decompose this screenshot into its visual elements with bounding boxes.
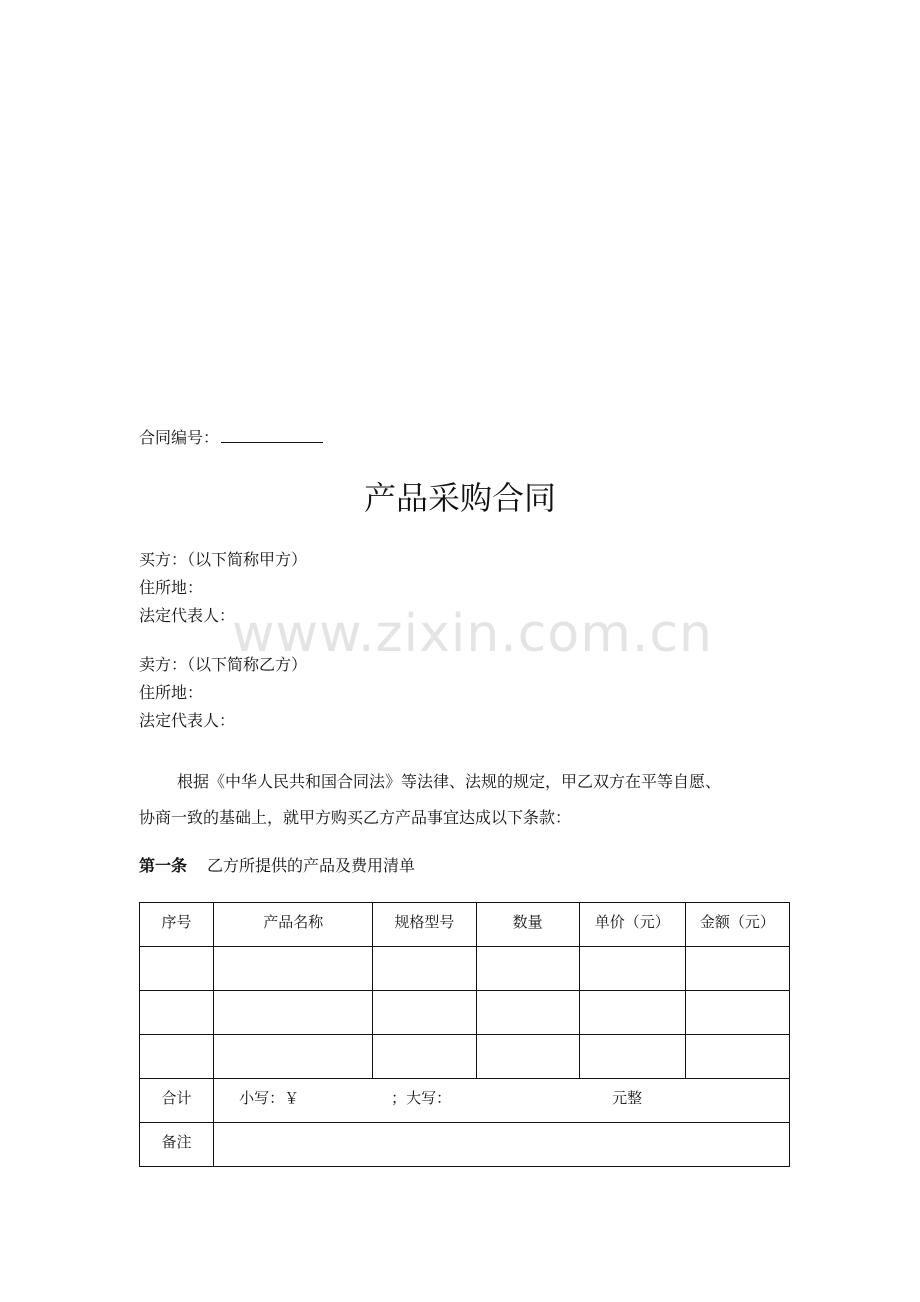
table-header-row xyxy=(140,903,790,947)
buyer-representative: 法定代表人： xyxy=(139,606,236,625)
table-cell[interactable] xyxy=(373,1035,476,1079)
watermark: www.zixin.com.cn xyxy=(232,604,713,664)
total-lower-label: 小写：￥ xyxy=(239,1089,300,1107)
table-cell[interactable] xyxy=(685,947,789,991)
table-cell[interactable] xyxy=(373,947,476,991)
seller-label: 卖方：（以下简称乙方） xyxy=(139,655,308,674)
table-cell[interactable] xyxy=(579,991,685,1035)
total-label: 合计 xyxy=(161,1089,192,1107)
table-cell[interactable] xyxy=(579,947,685,991)
table-row xyxy=(140,1035,790,1079)
seller-address: 住所地： xyxy=(139,683,204,702)
preamble-line-1: 根据《中华人民共和国合同法》等法律、法规的规定，甲乙双方在平等自愿、 xyxy=(177,772,722,791)
table-row xyxy=(140,991,790,1035)
remarks-label-cell xyxy=(140,1123,214,1167)
header-cell: 单价（元） xyxy=(579,903,685,947)
article-1-heading xyxy=(139,856,415,876)
header-cell: 金额（元） xyxy=(685,903,789,947)
total-upper-label: ；大写： xyxy=(391,1089,452,1107)
total-suffix-label: 元整 xyxy=(612,1089,643,1107)
header-cell: 数量 xyxy=(476,903,579,947)
table-row xyxy=(140,947,790,991)
remarks-row xyxy=(140,1123,790,1167)
table-cell[interactable] xyxy=(140,991,214,1035)
table-cell[interactable] xyxy=(476,1035,579,1079)
seller-representative: 法定代表人： xyxy=(139,711,236,730)
total-label-cell xyxy=(140,1079,214,1123)
total-value-cell[interactable] xyxy=(214,1079,790,1123)
article-1-number: 第一条 xyxy=(139,856,188,875)
header-cell: 序号 xyxy=(140,903,214,947)
buyer-label: 买方：（以下简称甲方） xyxy=(139,550,308,569)
total-row xyxy=(140,1079,790,1123)
table-cell[interactable] xyxy=(140,1035,214,1079)
table-cell[interactable] xyxy=(685,1035,789,1079)
table-cell[interactable] xyxy=(214,991,373,1035)
preamble-line-2: 协商一致的基础上，就甲方购买乙方产品事宜达成以下条款： xyxy=(139,808,572,827)
header-cell: 规格型号 xyxy=(373,903,476,947)
contract-number-blank xyxy=(221,426,323,443)
table-cell[interactable] xyxy=(140,947,214,991)
table-cell[interactable] xyxy=(685,991,789,1035)
product-fee-table xyxy=(139,902,790,1167)
article-1-text: 乙方所提供的产品及费用清单 xyxy=(207,856,416,875)
table-cell[interactable] xyxy=(214,947,373,991)
contract-number-line xyxy=(139,426,323,448)
table-cell[interactable] xyxy=(373,991,476,1035)
contract-number-label: 合同编号： xyxy=(139,428,220,447)
header-cell: 产品名称 xyxy=(214,903,373,947)
remarks-label: 备注 xyxy=(161,1133,192,1151)
buyer-address: 住所地： xyxy=(139,578,204,597)
page-title: 产品采购合同 xyxy=(363,479,556,517)
table-cell[interactable] xyxy=(579,1035,685,1079)
table-cell[interactable] xyxy=(476,947,579,991)
table-cell[interactable] xyxy=(214,1035,373,1079)
remarks-value-cell[interactable] xyxy=(214,1123,790,1167)
table-cell[interactable] xyxy=(476,991,579,1035)
